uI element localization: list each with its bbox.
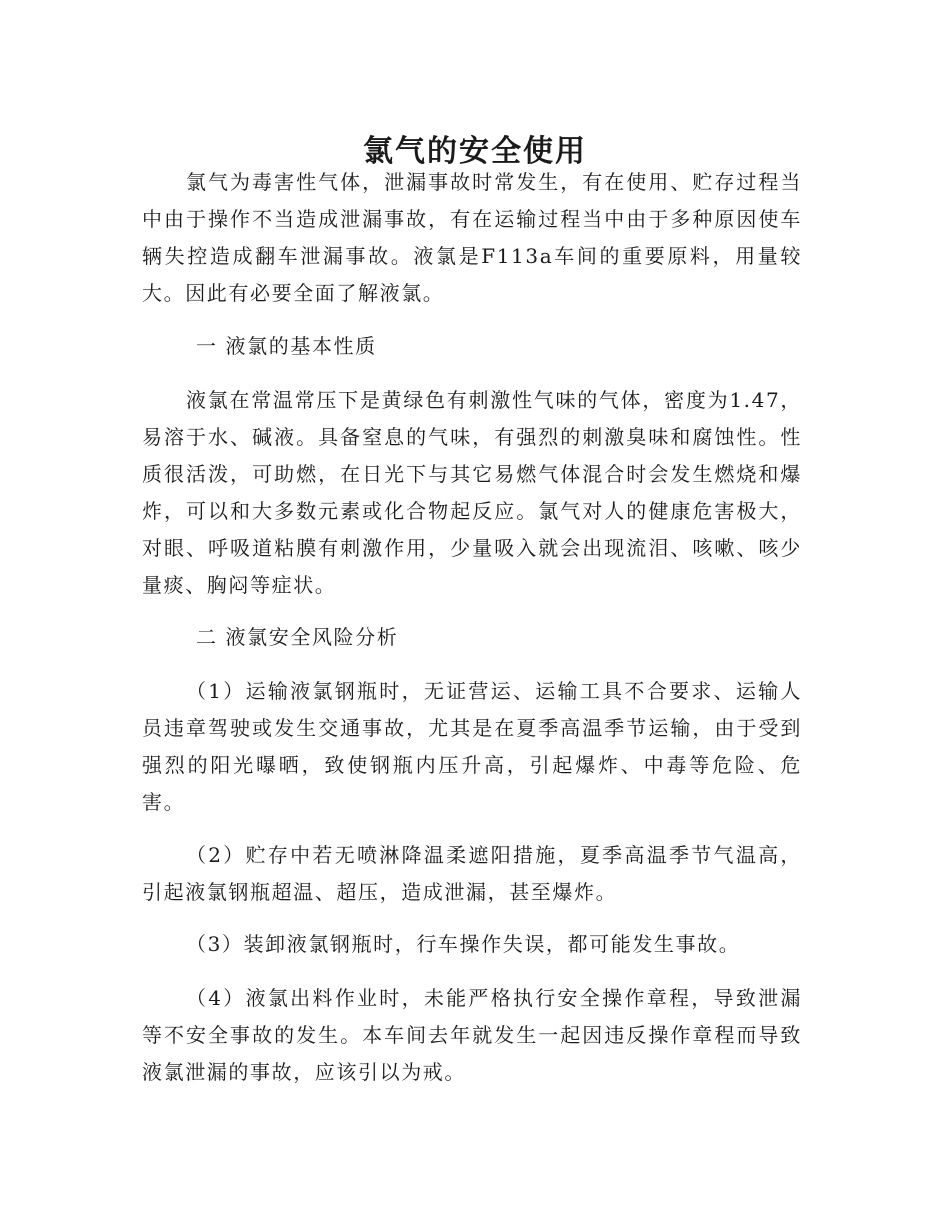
section-heading-properties: 一 液氯的基本性质 (196, 334, 377, 358)
document-title: 氯气的安全使用 (363, 134, 587, 170)
risk-item-discharge: （4）液氯出料作业时，未能严格执行安全操作章程，导致泄漏等不安全事故的发生。本车间去年就发生一起因违反操作章程而导致液氯泄漏的事故，应该引以为戒。 (142, 986, 802, 1084)
section-heading-risk-analysis: 二 液氯安全风险分析 (196, 625, 399, 649)
risk-item-storage: （2）贮存中若无喷淋降温柔遮阳措施，夏季高温季节气温高，引起液氯钢瓶超温、超压，造成泄漏，甚至爆炸。 (142, 843, 802, 904)
risk-item-transport: （1）运输液氯钢瓶时，无证营运、运输工具不合要求、运输人员违章驾驶或发生交通事故，尤其是在夏季高温季节运输，由于受到强烈的阳光曝晒，致使钢瓶内压升高，引起爆炸、中毒等危险、危害。 (142, 679, 802, 814)
risk-item-handling: （3）装卸液氯钢瓶时，行车操作失误，都可能发生事故。 (186, 932, 741, 956)
intro-paragraph: 氯气为毒害性气体，泄漏事故时常发生，有在使用、贮存过程当中由于操作不当造成泄漏事故，有在运输过程当中由于多种原因使车辆失控造成翻车泄漏事故。液氯是F113a车间的重要原料，用量较大。因此有必要全面了解液氯。 (142, 170, 802, 305)
properties-paragraph: 液氯在常温常压下是黄绿色有刺激性气味的气体，密度为1.47，易溶于水、碱液。具备窒息的气味，有强烈的刺激臭味和腐蚀性。性质很活泼，可助燃，在日光下与其它易燃气体混合时会发生燃烧和爆炸，可以和大多数元素或化合物起反应。氯气对人的健康危害极大，对眼、呼吸道粘膜有刺激作用，少量吸入就会出现流泪、咳嗽、咳少量痰、胸闷等症状。 (142, 388, 802, 597)
